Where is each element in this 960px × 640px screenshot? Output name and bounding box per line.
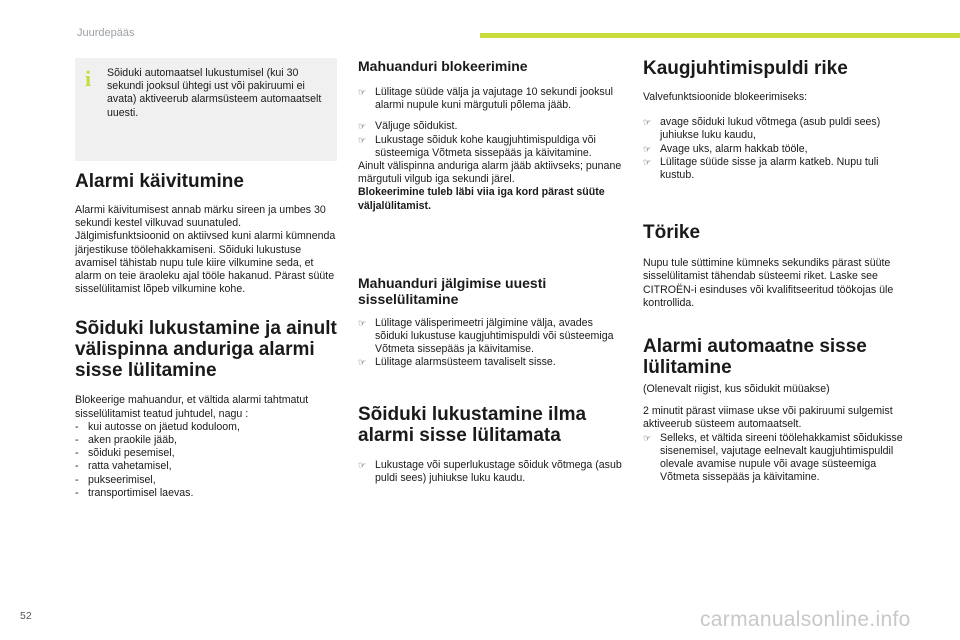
malfunction-body: Nupu tule süttimine kümneks sekundiks pärast süüte sisselülitamist tähendab süsteemi riket. Laske see CITROËN-i esinduses või kvalifitseeritud töökojas üle kontrollida. [643, 257, 894, 309]
list-item: - kui autosse on jäetud koduloom, [75, 420, 240, 433]
pointing-finger-icon: ☞ [643, 117, 652, 128]
pointing-finger-icon: ☞ [643, 156, 652, 167]
list-item: - aken praokile jääb, [75, 434, 177, 447]
list-item: ☞ Lukustage või superlukustage sõiduk võtmega (asub puldi sees) juhiukse luku kaudu. [358, 458, 622, 484]
exterior-only-list [75, 421, 337, 500]
pointing-finger-icon: ☞ [643, 143, 652, 154]
list-item: - transportimisel laevas. [75, 486, 194, 499]
pointing-finger-icon: ☞ [358, 459, 367, 470]
list-item: - sõiduki pesemisel, [75, 447, 175, 460]
list-item: ☞ Lülitage alarmsüsteem tavaliselt sisse. [358, 356, 556, 369]
list-item: ☞ Selleks, et vältida sireeni töölehakkamist sõidukisse sisenemisel, vajutage eelnevalt kaugjuhtimispuldil olevale avamise nupule või avage süsteemiga Võtmeta sissepääs ja käivitamine. [643, 431, 903, 484]
auto-activation-body: 2 minutit pärast viimase ukse või pakiruumi sulgemist aktiveerub süsteem automaatselt. [643, 405, 893, 431]
heading-volume-reactivate: Mahuanduri jälgimise uuesti sisselülitamine [358, 274, 547, 307]
list-item: ☞ Lülitage süüde sisse ja alarm katkeb. Nupu tuli kustub. [643, 155, 879, 182]
column-1 [75, 58, 337, 500]
page-number: 52 [20, 610, 32, 622]
info-icon: i [85, 66, 92, 91]
pointing-finger-icon: ☞ [358, 317, 367, 328]
heading-volume-block: Mahuanduri blokeerimine [358, 58, 528, 74]
pointing-finger-icon: ☞ [358, 121, 367, 132]
info-box [75, 58, 337, 161]
heading-auto-activation: Alarmi automaatne sisse lülitamine [643, 336, 867, 379]
list-item: ☞ Lukustage sõiduk kohe kaugjuhtimispuldiga või süsteemiga Võtmeta sissepääs ja käivitamine. [358, 133, 596, 159]
pointing-finger-icon: ☞ [358, 87, 367, 97]
list-item: ☞ avage sõiduki lukud võtmega (asub puldi sees) juhiukse luku kaudu, [643, 116, 881, 142]
info-text: Sõiduki automaatsel lukustumisel (kui 30 sekundi jooksul ühtegi ust või pakiruumi ei avata) aktiveerub alarmsüsteem automaatselt uuesti. [107, 67, 322, 119]
section-header: Juurdepääs [77, 27, 135, 39]
heading-exterior-only: Sõiduki lukustamine ja ainult välispinna anduriga alarmi sisse lülitamine [75, 318, 337, 382]
remote-fault-intro: Valvefunktsioonide blokeerimiseks: [643, 91, 808, 103]
exterior-only-intro: Blokeerige mahuandur, et vältida alarmi tahtmatut sisselülitamist teatud juhtudel, nagu : [75, 394, 309, 420]
list-item: - pukseerimisel, [75, 473, 156, 486]
list-item: ☞ Väljuge sõidukist. [358, 120, 458, 133]
auto-activation-note: (Olenevalt riigist, kus sõidukit müüakse) [643, 383, 830, 396]
list-item: ☞ Lülitage süüde välja ja vajutage 10 sekundi jooksul alarmi nupule kuni märgutuli põlema jääb. [358, 86, 613, 112]
pointing-finger-icon: ☞ [358, 357, 367, 368]
alarm-activation-body: Alarmi käivitumisest annab märku sireen ja umbes 30 sekundi kestel vilkuvad suunatuled. Jälgimisfunktsioonid on aktiivsed kuni alarmi kümnenda järjestikuse töölehakkamiseni. Sõiduki lukustuse avamisel tähistab nupu tule kiire vilkumine seda, et alarm on teie äraoleku ajal tööle hakanud. Pärast süüte sisselülitamist lõpeb vilkumine kohe. [75, 204, 336, 296]
column-3 [643, 58, 908, 484]
column-2 [358, 58, 623, 485]
heading-lock-without-alarm: Sõiduki lukustamine ilma alarmi sisse lülitamata [358, 403, 587, 446]
header-accent-bar [480, 33, 960, 38]
list-item: ☞ Avage uks, alarm hakkab tööle, [643, 142, 808, 155]
heading-malfunction: Törike [643, 222, 701, 244]
pointing-finger-icon: ☞ [358, 134, 367, 145]
list-item: - ratta vahetamisel, [75, 460, 172, 473]
heading-alarm-activation: Alarmi käivitumine [75, 171, 244, 192]
list-item: ☞ Lülitage välisperimeetri jälgimine välja, avades sõiduki lukustuse kaugjuhtimispuldi või süsteemiga Võtmeta sissepääs ja käivitamise. [358, 316, 614, 356]
volume-block-note: Ainult välispinna anduriga alarm jääb aktiivseks; punane märgutuli vilgub iga sekundi järel. [358, 160, 622, 186]
watermark: carmanualsonline.info [700, 608, 911, 631]
volume-block-bold-note: Blokeerimine tuleb läbi viia iga kord pärast süüte väljalülitamist. [358, 186, 605, 212]
pointing-finger-icon: ☞ [643, 432, 652, 443]
heading-remote-fault: Kaugjuhtimispuldi rike [643, 58, 848, 79]
